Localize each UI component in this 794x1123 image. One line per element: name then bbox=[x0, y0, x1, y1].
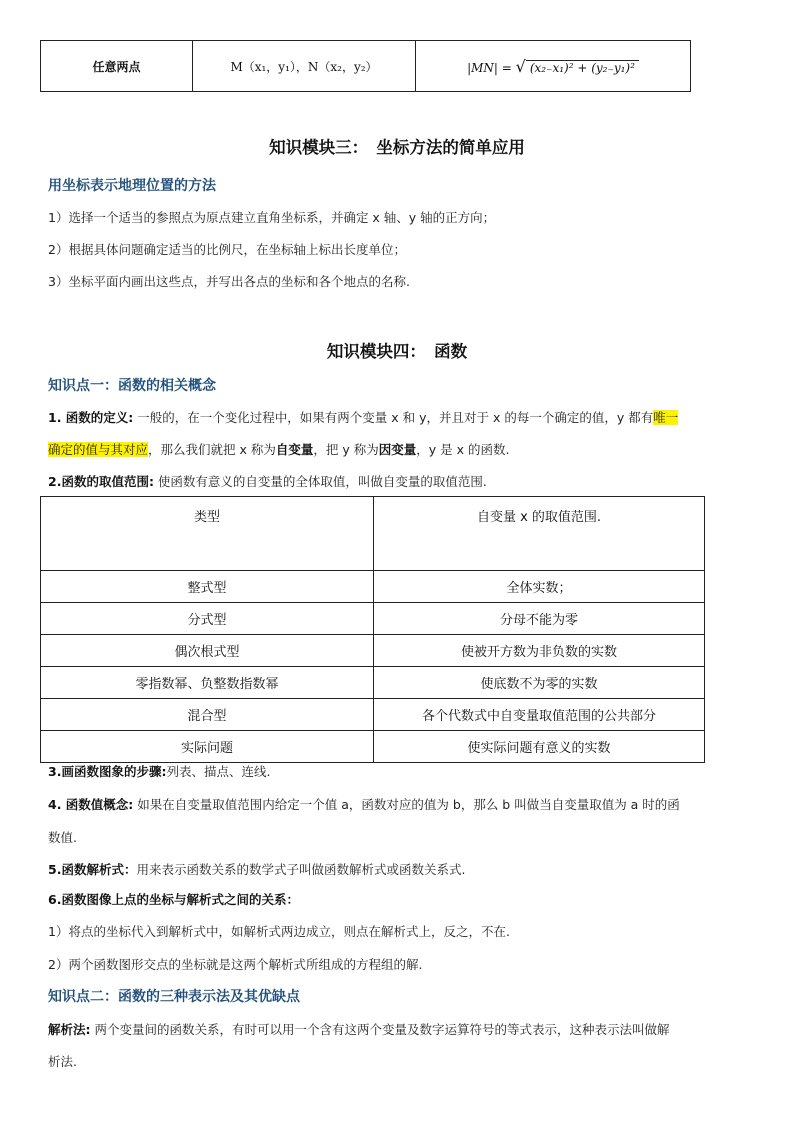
row-type: 混合型 bbox=[41, 699, 374, 731]
relation-heading bbox=[48, 890, 299, 908]
domain-table bbox=[40, 496, 705, 763]
steps-line bbox=[48, 762, 270, 780]
definition-highlight-b: 确定的值与其对应 bbox=[48, 442, 149, 457]
relation-label: 6.函数图像上点的坐标与解析式之间的关系： bbox=[48, 892, 299, 907]
definition-text-b3: ，y 是 x 的函数. bbox=[416, 442, 510, 457]
module3-heading: 用坐标表示地理位置的方法 bbox=[48, 178, 216, 194]
header-type: 类型 bbox=[41, 497, 374, 571]
independent-variable: 自变量 bbox=[275, 442, 314, 457]
table-row bbox=[41, 699, 705, 731]
row-type: 分式型 bbox=[41, 603, 374, 635]
value-line-1 bbox=[48, 795, 680, 813]
row-range: 使底数不为零的实数 bbox=[374, 667, 705, 699]
sqrt-icon: √ bbox=[515, 56, 526, 76]
steps-label: 3.画函数图象的步骤: bbox=[48, 764, 167, 779]
table-row bbox=[41, 731, 705, 763]
analytic-label: 解析法: bbox=[48, 1022, 91, 1037]
formula-radicand: (x₂₋x₁)² + (y₂₋y₁)² bbox=[526, 60, 639, 75]
definition-text-a: 一般的，在一个变化过程中，如果有两个变量 x 和 y，并且对于 x 的每一个确定的值，y 都有 bbox=[133, 410, 654, 425]
module4-title: 知识模块四： 函数 bbox=[326, 342, 468, 361]
row-range: 使被开方数为非负数的实数 bbox=[374, 635, 705, 667]
module3-step-3: 3）坐标平面内画出这些点，并写出各点的坐标和各个地点的名称. bbox=[48, 274, 410, 289]
module3-title: 知识模块三： 坐标方法的简单应用 bbox=[269, 138, 525, 157]
formula-lhs: |MN| = bbox=[467, 60, 512, 75]
dependent-variable: 因变量 bbox=[378, 442, 417, 457]
row-range: 各个代数式中自变量取值范围的公共部分 bbox=[374, 699, 705, 731]
row-range: 使实际问题有意义的实数 bbox=[374, 731, 705, 763]
row-range: 分母不能为零 bbox=[374, 603, 705, 635]
value-text-a: 如果在自变量取值范围内给定一个值 a，函数对应的值为 b，那么 b 叫做当自变量取值为 a 时的函 bbox=[133, 797, 680, 812]
table-header-row bbox=[41, 497, 705, 571]
table-row bbox=[41, 667, 705, 699]
table-row bbox=[41, 603, 705, 635]
value-line-2: 数值. bbox=[48, 830, 77, 845]
kp2-heading: 知识点二：函数的三种表示法及其优缺点 bbox=[48, 989, 300, 1005]
steps-text: 列表、描点、连线. bbox=[166, 764, 271, 779]
expression-text: 用来表示函数关系的数学式子叫做函数解析式或函数关系式. bbox=[136, 862, 466, 877]
definition-text-b2: ，把 y 称为 bbox=[313, 442, 379, 457]
header-range: 自变量 x 的取值范围. bbox=[374, 497, 705, 571]
row-range: 全体实数； bbox=[374, 571, 705, 603]
cell-distance-formula bbox=[416, 41, 691, 92]
definition-line-2 bbox=[48, 440, 509, 458]
definition-line-1 bbox=[48, 408, 678, 426]
expression-label: 5.函数解析式： bbox=[48, 862, 137, 877]
row-type: 零指数幂、负整数指数幂 bbox=[41, 667, 374, 699]
value-label: 4. 函数值概念: bbox=[48, 797, 134, 812]
cell-two-points: 任意两点 bbox=[41, 41, 193, 92]
range-label: 2.函数的取值范围: bbox=[48, 474, 154, 489]
expression-line bbox=[48, 860, 465, 878]
table-row bbox=[41, 571, 705, 603]
range-text: 使函数有意义的自变量的全体取值，叫做自变量的取值范围. bbox=[153, 474, 487, 489]
definition-label: 1. 函数的定义: bbox=[48, 410, 134, 425]
row-type: 实际问题 bbox=[41, 731, 374, 763]
range-line bbox=[48, 472, 487, 490]
analytic-text-a: 两个变量间的函数关系，有时可以用一个含有这两个变量及数字运算符号的等式表示，这种表示法叫做解 bbox=[90, 1022, 670, 1037]
relation-item-2: 2）两个函数图形交点的坐标就是这两个解析式所组成的方程组的解. bbox=[48, 957, 423, 972]
definition-highlight-a: 唯一 bbox=[653, 410, 679, 425]
row-type: 整式型 bbox=[41, 571, 374, 603]
module3-step-2: 2）根据具体问题确定适当的比例尺，在坐标轴上标出长度单位； bbox=[48, 242, 406, 257]
distance-formula-table bbox=[40, 40, 691, 92]
row-type: 偶次根式型 bbox=[41, 635, 374, 667]
kp1-heading: 知识点一：函数的相关概念 bbox=[48, 378, 216, 394]
analytic-line-2: 析法. bbox=[48, 1054, 77, 1069]
module3-step-1: 1）选择一个适当的参照点为原点建立直角坐标系，并确定 x 轴、y 轴的正方向； bbox=[48, 210, 496, 225]
relation-item-1: 1）将点的坐标代入到解析式中，如解析式两边成立，则点在解析式上，反之，不在. bbox=[48, 924, 510, 939]
analytic-line-1 bbox=[48, 1020, 669, 1038]
definition-text-b1: ，那么我们就把 x 称为 bbox=[148, 442, 276, 457]
table-row bbox=[41, 635, 705, 667]
cell-points-coords: M（x₁，y₁），N（x₂，y₂） bbox=[193, 41, 416, 92]
